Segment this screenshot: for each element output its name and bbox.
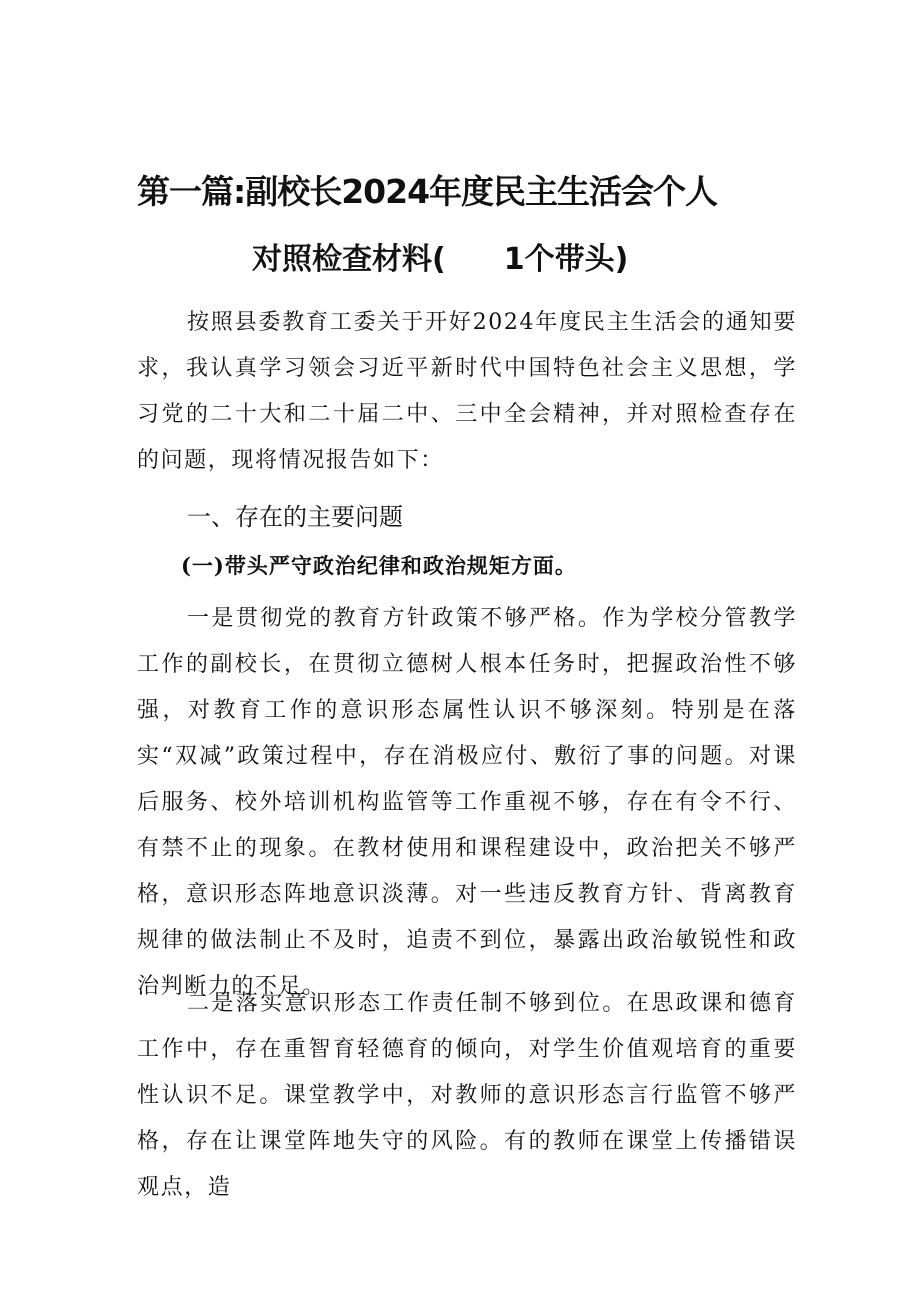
section-heading: 一、存在的主要问题 (187, 503, 403, 531)
title-line-2-part-2: 1个带头) (503, 242, 629, 277)
document-title-line-2 (252, 240, 752, 280)
paragraph-point-two: 二是落实意识形态工作责任制不够到位。在思政课和德育工作中，存在重智育轻德育的倾向，对学生价值观培育的重要性认识不足。课堂教学中，对教师的意识形态言行监管不够严格，存在让课堂阵地失守的风险。有的教师在课堂上传播错误观点，造 (137, 991, 797, 1200)
title-line-2-part-1: 对照检查材料( (252, 242, 446, 277)
intro-paragraph: 按照县委教育工委关于开好2024年度民主生活会的通知要求，我认真学习领会习近平新时代中国特色社会主义思想，学习党的二十大和二十届二中、三中全会精神，并对照检查存在的问题，现将情况报告如下： (137, 310, 797, 473)
paragraph-point-one: 一是贯彻党的教育方针政策不够严格。作为学校分管教学工作的副校长，在贯彻立德树人根本任务时，把握政治性不够强，对教育工作的意识形态属性认识不够深刻。特别是在落实“双减”政策过程中，存在消极应付、敷衍了事的问题。对课后服务、校外培训机构监管等工作重视不够，存在有令不行、有禁不止的现象。在教材使用和课程建设中，政治把关不够严格，意识形态阵地意识淡薄。对一些违反教育方针、背离教育规律的做法制止不及时，追责不到位，暴露出政治敏锐性和政治判断力的不足。 (137, 606, 797, 999)
document-title-line-1: 第一篇:副校长2024年度民主生活会个人 (137, 172, 718, 211)
subsection-heading: (一)带头严守政治纪律和政治规矩方面。 (181, 553, 577, 578)
